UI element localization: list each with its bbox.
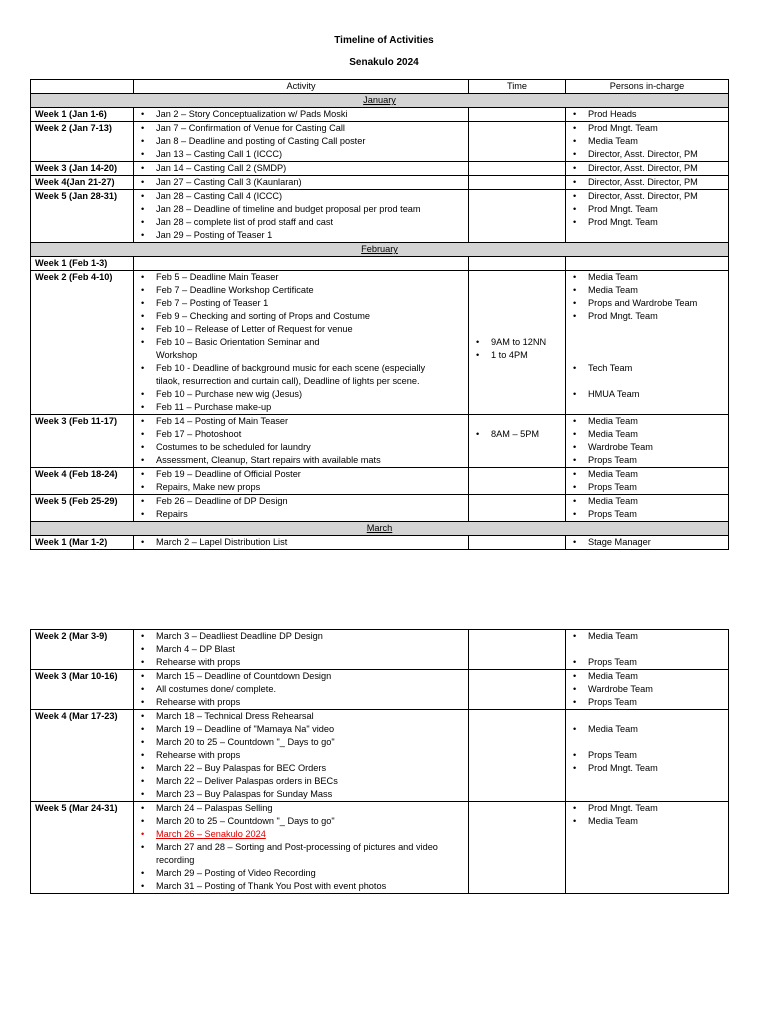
- activity-cell: [134, 108, 469, 122]
- time-item: • 1 to 4PM: [473, 349, 561, 362]
- activity-cell: [134, 630, 469, 670]
- time-blank: [473, 323, 561, 336]
- activity-cell: [134, 257, 469, 271]
- week-label: Week 4 (Feb 18-24): [31, 468, 134, 495]
- person-blank: [570, 841, 724, 854]
- activity-item: • Feb 19 – Deadline of Official Poster: [138, 468, 464, 481]
- time-cell: [469, 710, 566, 802]
- activity-blank: [138, 257, 464, 270]
- time-blank: [473, 388, 561, 401]
- time-blank: [473, 828, 561, 841]
- week-label: Week 3 (Mar 10-16): [31, 670, 134, 710]
- activity-item: • March 22 – Buy Palaspas for BEC Orders: [138, 762, 464, 775]
- activity-item: • Feb 14 – Posting of Main Teaser: [138, 415, 464, 428]
- week-label: Week 5 (Jan 28-31): [31, 190, 134, 243]
- time-cell: [469, 190, 566, 243]
- persons-cell: [566, 670, 729, 710]
- activity-cell: [134, 162, 469, 176]
- activity-cell: [134, 670, 469, 710]
- person-item: • Media Team: [570, 284, 724, 297]
- time-blank: [473, 683, 561, 696]
- activity-cell: [134, 468, 469, 495]
- time-blank: [473, 468, 561, 481]
- header-week: [31, 80, 134, 94]
- activity-item: • March 4 – DP Blast: [138, 643, 464, 656]
- person-blank: [570, 854, 724, 867]
- person-item: • Wardrobe Team: [570, 441, 724, 454]
- time-cell: [469, 468, 566, 495]
- time-blank: [473, 148, 561, 161]
- person-item: • Props Team: [570, 749, 724, 762]
- activity-item: • Feb 10 – Release of Letter of Request for venue: [138, 323, 464, 336]
- time-blank: [473, 495, 561, 508]
- activity-item: • March 27 and 28 – Sorting and Post-processing of pictures and video: [138, 841, 464, 854]
- time-blank: [473, 656, 561, 669]
- week-label: Week 3 (Feb 11-17): [31, 415, 134, 468]
- time-blank: [473, 710, 561, 723]
- month-label: March: [31, 522, 729, 536]
- persons-cell: [566, 536, 729, 550]
- activity-item: • Rehearse with props: [138, 696, 464, 709]
- time-blank: [473, 441, 561, 454]
- activity-item: • Feb 10 - Deadline of background music for each scene (especially: [138, 362, 464, 375]
- activity-continuation: tilaok, resurrection and curtain call), Deadline of lights per scene.: [156, 376, 420, 386]
- month-row: [31, 522, 729, 536]
- persons-cell: [566, 802, 729, 894]
- person-item: • Prod Mngt. Team: [570, 802, 724, 815]
- time-blank: [473, 815, 561, 828]
- timeline-table-page-1: [30, 79, 729, 550]
- time-blank: [473, 630, 561, 643]
- activity-item: • March 24 – Palaspas Selling: [138, 802, 464, 815]
- person-item: • Prod Mngt. Team: [570, 762, 724, 775]
- activity-continuation: Workshop: [156, 350, 198, 360]
- time-blank: [473, 271, 561, 284]
- activity-cell: [134, 495, 469, 522]
- week-label: Week 4 (Mar 17-23): [31, 710, 134, 802]
- person-item: • Media Team: [570, 723, 724, 736]
- person-item: • Director, Asst. Director, PM: [570, 190, 724, 203]
- activity-cell: [134, 190, 469, 243]
- persons-cell: [566, 271, 729, 415]
- week-label: Week 5 (Feb 25-29): [31, 495, 134, 522]
- activity-item: • Jan 7 – Confirmation of Venue for Casting Call: [138, 122, 464, 135]
- time-cell: [469, 122, 566, 162]
- activity-item: • Jan 13 – Casting Call 1 (ICCC): [138, 148, 464, 161]
- week-label: Week 3 (Jan 14-20): [31, 162, 134, 176]
- time-blank: [473, 415, 561, 428]
- person-item: • Wardrobe Team: [570, 683, 724, 696]
- activity-item: • Rehearse with props: [138, 749, 464, 762]
- time-blank: [473, 135, 561, 148]
- time-item: • 9AM to 12NN: [473, 336, 561, 349]
- time-blank: [473, 375, 561, 388]
- person-item: • Props Team: [570, 656, 724, 669]
- activity-item: • Feb 10 – Basic Orientation Seminar and: [138, 336, 464, 349]
- activity-item: • Repairs: [138, 508, 464, 521]
- activity-item: • Costumes to be scheduled for laundry: [138, 441, 464, 454]
- person-item: • Prod Mngt. Team: [570, 203, 724, 216]
- person-blank: [570, 401, 724, 414]
- person-blank: [570, 828, 724, 841]
- week-label: Week 1 (Mar 1-2): [31, 536, 134, 550]
- activity-item: • Jan 14 – Casting Call 2 (SMDP): [138, 162, 464, 175]
- activity-item: • March 20 to 25 – Countdown "_ Days to go": [138, 815, 464, 828]
- activity-item: • March 31 – Posting of Thank You Post with event photos: [138, 880, 464, 893]
- activity-item: • March 20 to 25 – Countdown "_ Days to go": [138, 736, 464, 749]
- month-label: January: [31, 94, 729, 108]
- person-item: • Media Team: [570, 135, 724, 148]
- time-cell: [469, 271, 566, 415]
- week-row: [31, 257, 729, 271]
- activity-item: • March 19 – Deadline of "Mamaya Na" video: [138, 723, 464, 736]
- time-blank: [473, 297, 561, 310]
- week-row: [31, 710, 729, 802]
- activity-item: • Rehearse with props: [138, 656, 464, 669]
- persons-cell: [566, 162, 729, 176]
- person-blank: [570, 867, 724, 880]
- persons-cell: [566, 630, 729, 670]
- week-row: [31, 162, 729, 176]
- persons-cell: [566, 122, 729, 162]
- activity-cell: [134, 176, 469, 190]
- activity-item: • March 3 – Deadliest Deadline DP Design: [138, 630, 464, 643]
- month-row: [31, 243, 729, 257]
- person-blank: [570, 880, 724, 893]
- week-label: Week 1 (Feb 1-3): [31, 257, 134, 271]
- person-item: • Media Team: [570, 428, 724, 441]
- activity-item: • March 29 – Posting of Video Recording: [138, 867, 464, 880]
- person-item: • Props Team: [570, 508, 724, 521]
- time-blank: [473, 108, 561, 121]
- time-blank: [473, 454, 561, 467]
- week-row: [31, 122, 729, 162]
- activity-item: • Feb 9 – Checking and sorting of Props and Costume: [138, 310, 464, 323]
- persons-cell: [566, 415, 729, 468]
- time-cell: [469, 415, 566, 468]
- time-blank: [473, 802, 561, 815]
- activity-cell: [134, 710, 469, 802]
- person-blank: [570, 736, 724, 749]
- person-item: • Director, Asst. Director, PM: [570, 162, 724, 175]
- activity-item: • Jan 28 – Casting Call 4 (ICCC): [138, 190, 464, 203]
- time-blank: [473, 536, 561, 549]
- time-blank: [473, 775, 561, 788]
- activity-item: • Feb 11 – Purchase make-up: [138, 401, 464, 414]
- time-blank: [473, 362, 561, 375]
- person-item: • Director, Asst. Director, PM: [570, 176, 724, 189]
- persons-cell: [566, 108, 729, 122]
- activity-item: • Jan 2 – Story Conceptualization w/ Pads Moski: [138, 108, 464, 121]
- person-item: • Prod Mngt. Team: [570, 122, 724, 135]
- time-blank: [473, 867, 561, 880]
- time-cell: [469, 176, 566, 190]
- time-cell: [469, 670, 566, 710]
- time-blank: [473, 696, 561, 709]
- activity-cell: [134, 415, 469, 468]
- week-row: [31, 108, 729, 122]
- activity-item: • Feb 7 – Deadline Workshop Certificate: [138, 284, 464, 297]
- time-blank: [473, 122, 561, 135]
- week-row: [31, 630, 729, 670]
- time-blank: [473, 841, 561, 854]
- person-item: • Media Team: [570, 630, 724, 643]
- time-blank: [473, 788, 561, 801]
- person-blank: [570, 775, 724, 788]
- week-label: Week 2 (Feb 4-10): [31, 271, 134, 415]
- person-blank: [570, 349, 724, 362]
- activity-item: • Feb 17 – Photoshoot: [138, 428, 464, 441]
- week-row: [31, 495, 729, 522]
- person-blank: [570, 229, 724, 242]
- person-blank: [570, 788, 724, 801]
- activity-cell: [134, 122, 469, 162]
- persons-cell: [566, 495, 729, 522]
- week-row: [31, 536, 729, 550]
- time-blank: [473, 310, 561, 323]
- activity-item: • Feb 7 – Posting of Teaser 1: [138, 297, 464, 310]
- time-cell: [469, 495, 566, 522]
- time-blank: [473, 401, 561, 414]
- activity-item: • March 2 – Lapel Distribution List: [138, 536, 464, 549]
- person-item: • Media Team: [570, 468, 724, 481]
- person-item: • Props and Wardrobe Team: [570, 297, 724, 310]
- activity-item: • Jan 29 – Posting of Teaser 1: [138, 229, 464, 242]
- activity-item: • Feb 5 – Deadline Main Teaser: [138, 271, 464, 284]
- persons-cell: [566, 710, 729, 802]
- time-cell: [469, 630, 566, 670]
- time-blank: [473, 670, 561, 683]
- week-row: [31, 415, 729, 468]
- activity-item: • March 23 – Buy Palaspas for Sunday Mass: [138, 788, 464, 801]
- person-item: • HMUA Team: [570, 388, 724, 401]
- week-label: Week 2 (Jan 7-13): [31, 122, 134, 162]
- person-item: • Media Team: [570, 815, 724, 828]
- week-row: [31, 670, 729, 710]
- time-cell: [469, 802, 566, 894]
- activity-item: • All costumes done/ complete.: [138, 683, 464, 696]
- time-blank: [473, 854, 561, 867]
- person-item: • Media Team: [570, 495, 724, 508]
- activity-item: • Feb 10 – Purchase new wig (Jesus): [138, 388, 464, 401]
- activity-continuation: recording: [156, 855, 195, 865]
- time-blank: [473, 284, 561, 297]
- header-time: Time: [469, 80, 566, 94]
- week-row: [31, 176, 729, 190]
- week-row: [31, 468, 729, 495]
- week-label: Week 5 (Mar 24-31): [31, 802, 134, 894]
- time-cell: [469, 536, 566, 550]
- activity-item: • March 26 – Senakulo 2024: [138, 828, 464, 841]
- time-blank: [473, 762, 561, 775]
- week-row: [31, 190, 729, 243]
- activity-item: • March 18 – Technical Dress Rehearsal: [138, 710, 464, 723]
- week-row: [31, 271, 729, 415]
- time-blank: [473, 736, 561, 749]
- time-blank: [473, 176, 561, 189]
- activity-cell: [134, 802, 469, 894]
- person-item: • Prod Mngt. Team: [570, 310, 724, 323]
- person-item: • Media Team: [570, 271, 724, 284]
- persons-cell: [566, 468, 729, 495]
- activity-cell: [134, 271, 469, 415]
- header-activity: Activity: [134, 80, 469, 94]
- time-cell: [469, 108, 566, 122]
- document-subtitle: Senakulo 2024: [349, 57, 419, 68]
- person-item: • Media Team: [570, 670, 724, 683]
- activity-item: • Jan 28 – Deadline of timeline and budget proposal per prod team: [138, 203, 464, 216]
- week-row: [31, 802, 729, 894]
- time-item: • 8AM – 5PM: [473, 428, 561, 441]
- time-blank: [473, 203, 561, 216]
- header-row: [31, 80, 729, 94]
- activity-item: • Jan 8 – Deadline and posting of Casting Call poster: [138, 135, 464, 148]
- time-blank: [473, 216, 561, 229]
- timeline-table-page-2: [30, 629, 729, 894]
- activity-item: • Assessment, Cleanup, Start repairs with available mats: [138, 454, 464, 467]
- time-blank: [473, 257, 561, 270]
- activity-cell: [134, 536, 469, 550]
- person-blank: [570, 710, 724, 723]
- activity-item: • March 15 – Deadline of Countdown Design: [138, 670, 464, 683]
- header-persons: Persons in-charge: [566, 80, 729, 94]
- person-item: • Prod Mngt. Team: [570, 216, 724, 229]
- person-blank: [570, 323, 724, 336]
- time-blank: [473, 481, 561, 494]
- week-label: Week 2 (Mar 3-9): [31, 630, 134, 670]
- person-blank: [570, 643, 724, 656]
- time-cell: [469, 257, 566, 271]
- time-cell: [469, 162, 566, 176]
- persons-cell: [566, 257, 729, 271]
- time-blank: [473, 190, 561, 203]
- person-item: • Media Team: [570, 415, 724, 428]
- time-blank: [473, 643, 561, 656]
- time-blank: [473, 723, 561, 736]
- time-blank: [473, 162, 561, 175]
- activity-item: • Jan 27 – Casting Call 3 (Kaunlaran): [138, 176, 464, 189]
- person-blank: [570, 257, 724, 270]
- document-title: Timeline of Activities: [334, 35, 434, 46]
- person-item: • Prod Heads: [570, 108, 724, 121]
- week-label: Week 1 (Jan 1-6): [31, 108, 134, 122]
- persons-cell: [566, 190, 729, 243]
- month-label: February: [31, 243, 729, 257]
- time-blank: [473, 749, 561, 762]
- activity-item: • Jan 28 – complete list of prod staff and cast: [138, 216, 464, 229]
- person-blank: [570, 375, 724, 388]
- person-item: • Tech Team: [570, 362, 724, 375]
- person-item: • Stage Manager: [570, 536, 724, 549]
- month-row: [31, 94, 729, 108]
- persons-cell: [566, 176, 729, 190]
- time-blank: [473, 229, 561, 242]
- activity-item: • Feb 26 – Deadline of DP Design: [138, 495, 464, 508]
- person-item: • Props Team: [570, 696, 724, 709]
- person-item: • Props Team: [570, 454, 724, 467]
- week-label: Week 4(Jan 21-27): [31, 176, 134, 190]
- time-blank: [473, 880, 561, 893]
- person-item: • Director, Asst. Director, PM: [570, 148, 724, 161]
- person-blank: [570, 336, 724, 349]
- time-blank: [473, 508, 561, 521]
- person-item: • Props Team: [570, 481, 724, 494]
- activity-item: • Repairs, Make new props: [138, 481, 464, 494]
- activity-item: • March 22 – Deliver Palaspas orders in BECs: [138, 775, 464, 788]
